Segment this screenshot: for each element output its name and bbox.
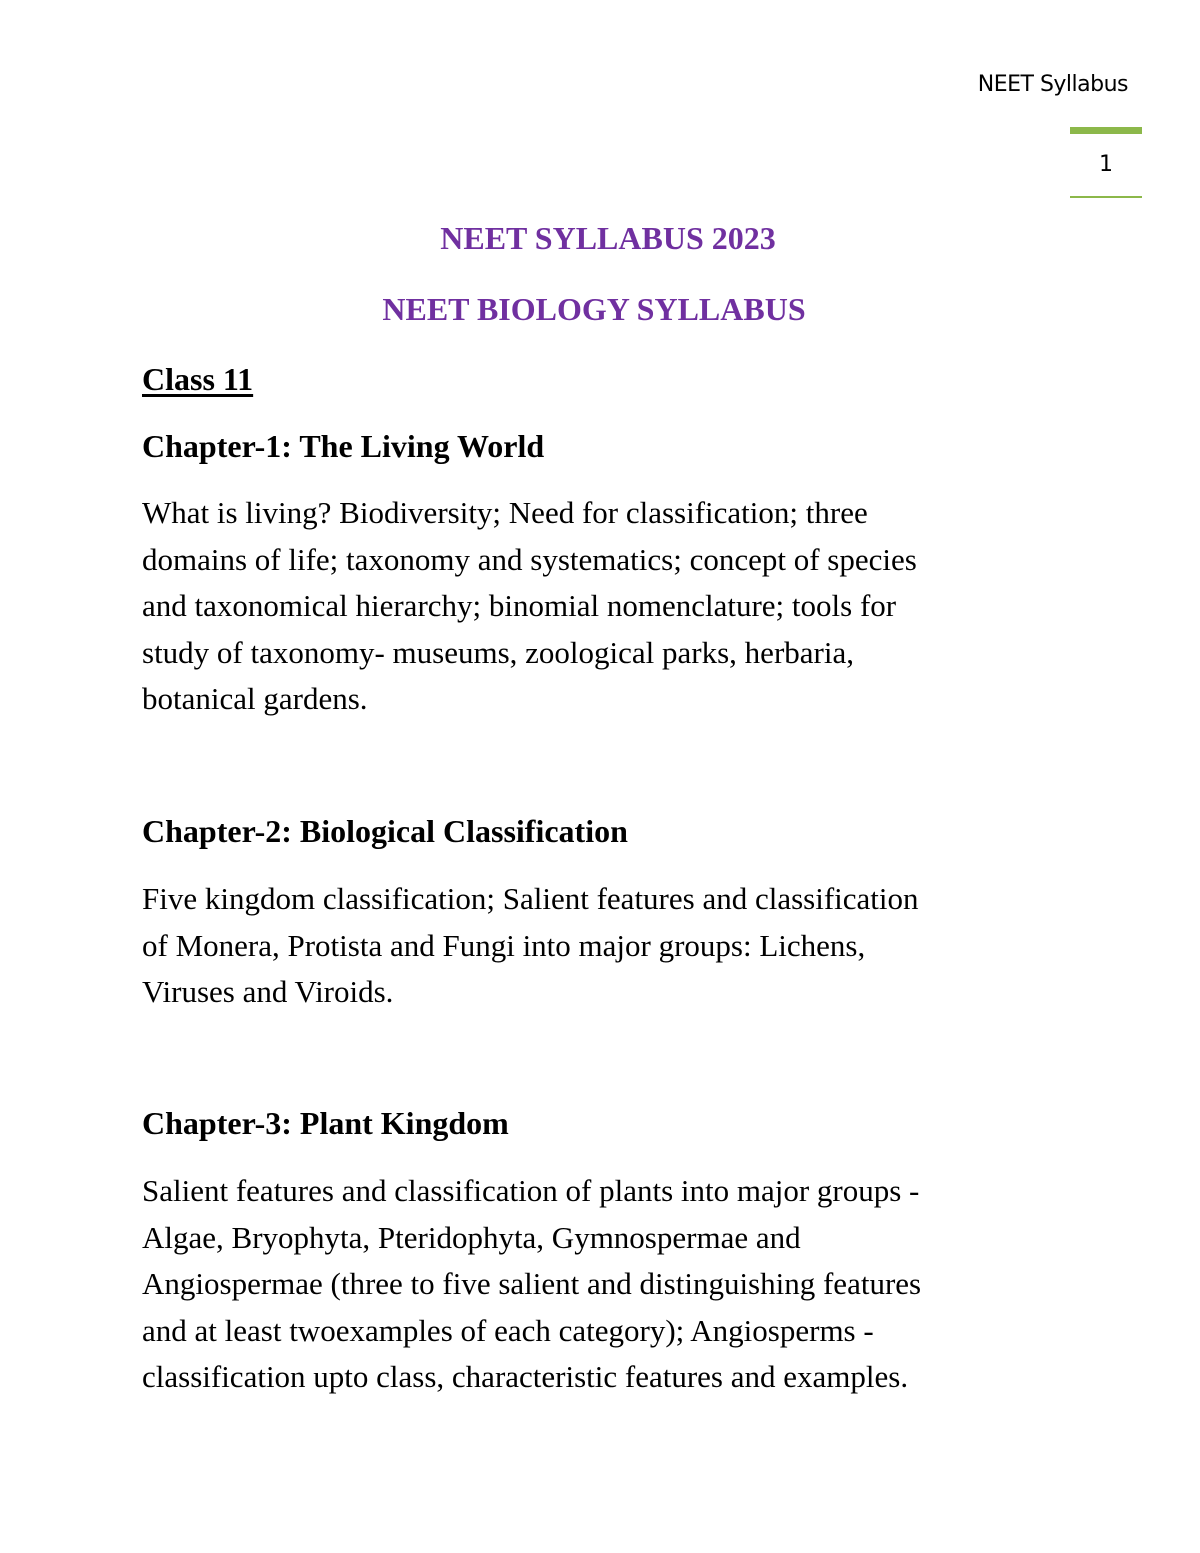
chapter-2-body-line: of Monera, Protista and Fungi into major groups: Lichens, [142, 927, 866, 963]
chapter-1-body-line: botanical gardens. [142, 681, 368, 716]
chapter-3-body-line: Angiospermae (three to five salient and distinguishing features [142, 1266, 922, 1301]
chapter-1-body [142, 490, 1042, 723]
chapter-3-body-line: Salient features and classification of plants into major groups - [142, 1173, 920, 1208]
chapter-1-body-line: and taxonomical hierarchy; binomial nomenclature; tools for [142, 588, 897, 623]
chapter-2-body [142, 876, 1042, 1016]
chapter-3-body-line: Algae, Bryophyta, Pteridophyta, Gymnospermae and [142, 1219, 801, 1255]
document-subtitle: NEET BIOLOGY SYLLABUS [382, 291, 806, 327]
chapter-3-body [142, 1168, 1042, 1401]
chapter-1-body-line: What is living? Biodiversity; Need for classification; three [142, 495, 868, 530]
page-number-bottom-rule [1070, 196, 1142, 198]
document-title: NEET SYLLABUS 2023 [440, 220, 776, 256]
chapter-3-heading: Chapter-3: Plant Kingdom [142, 1105, 509, 1141]
chapter-2-body-line: Five kingdom classification; Salient features and classification [142, 881, 919, 916]
chapter-3-body-line: classification upto class, characteristic features and examples. [142, 1359, 909, 1394]
chapter-1-body-line: study of taxonomy- museums, zoological parks, herbaria, [142, 634, 854, 670]
page-number-top-rule [1070, 127, 1142, 134]
class-heading: Class 11 [142, 361, 254, 397]
page-number: 1 [1099, 152, 1113, 177]
chapter-1-heading: Chapter-1: The Living World [142, 428, 545, 464]
chapter-2-heading: Chapter-2: Biological Classification [142, 813, 628, 849]
running-header: NEET Syllabus [977, 72, 1128, 97]
chapter-1-body-line: domains of life; taxonomy and systematics; concept of species [142, 541, 917, 577]
chapter-3-body-line: and at least twoexamples of each category); Angiosperms - [142, 1312, 874, 1348]
chapter-2-body-line: Viruses and Viroids. [142, 974, 394, 1009]
